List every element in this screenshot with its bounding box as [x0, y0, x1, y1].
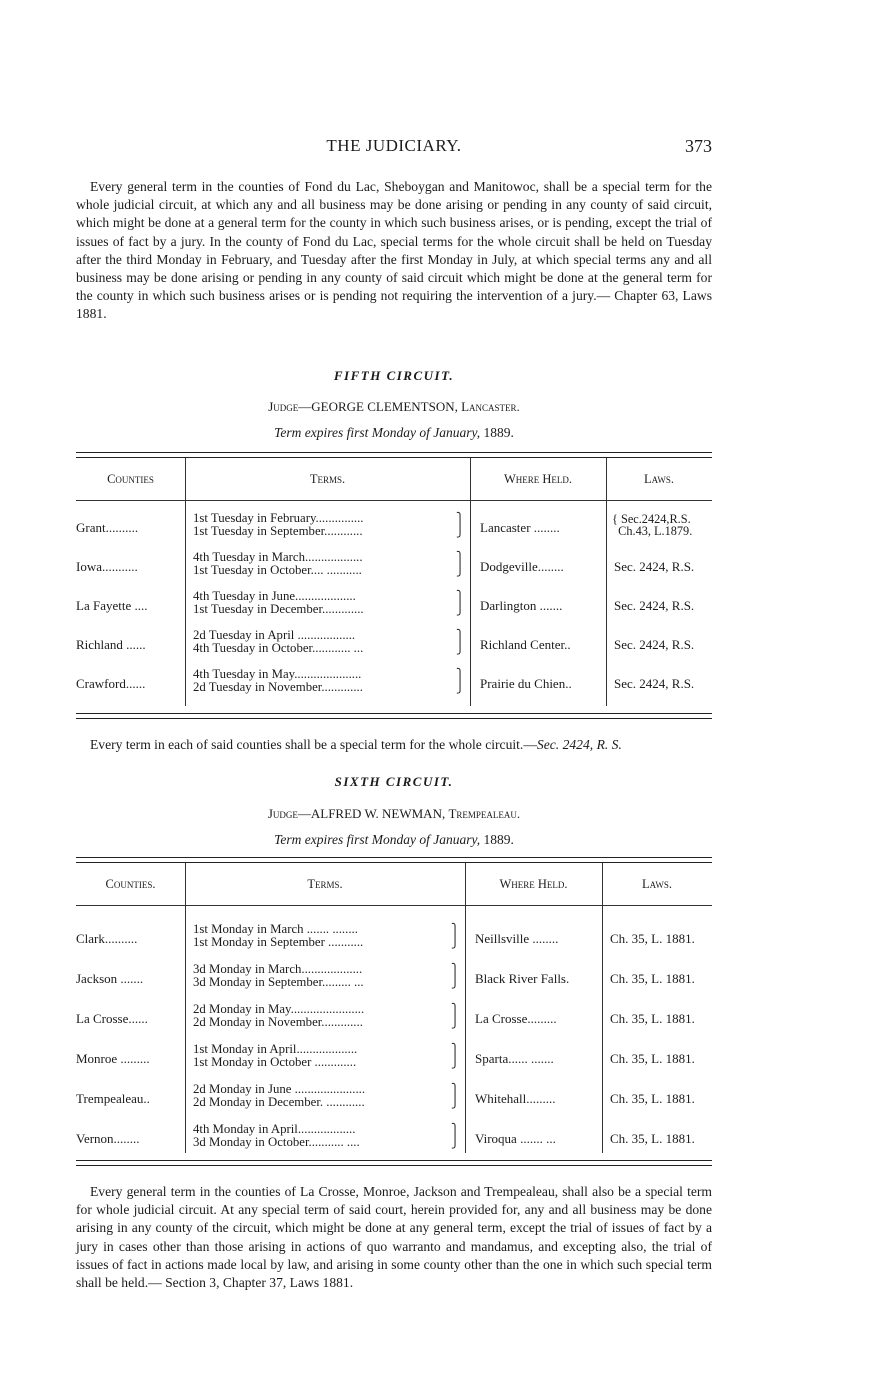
- county-name: Grant..........: [76, 520, 139, 535]
- brace-glyph: ⎫ ⎭: [456, 552, 465, 577]
- term-date: 3d Monday in March...................: [193, 962, 363, 976]
- term-date: 1st Tuesday in October.... ...........: [193, 563, 362, 577]
- law-reference: Sec. 2424, R.S.: [614, 559, 695, 574]
- judge-name: —GEORGE CLEMENTSON,: [298, 399, 458, 414]
- fifth-note-text: Every term in each of said counties shall be a special term for the whole circuit.—: [90, 737, 537, 752]
- law-reference: Ch. 35, L. 1881.: [610, 1091, 695, 1106]
- page-number: 373: [685, 136, 712, 156]
- table-row: [76, 668, 712, 702]
- table-row: [76, 1003, 712, 1037]
- fifth-circuit-title: FIFTH CIRCUIT.: [333, 368, 455, 383]
- term-date: 1st Monday in October .............: [193, 1055, 357, 1069]
- sixth-judge-line: [76, 806, 712, 822]
- term-date: 1st Tuesday in December.............: [193, 602, 364, 616]
- county-name: Clark..........: [76, 931, 138, 946]
- table-row: [76, 512, 712, 546]
- where-held: Sparta...... .......: [475, 1051, 554, 1066]
- table-row: [76, 923, 712, 957]
- county-name: Trempealeau..: [76, 1091, 150, 1106]
- brace-glyph: ⎫ ⎭: [456, 591, 465, 616]
- where-held: Dodgeville........: [480, 559, 564, 574]
- law-line: Ch.43, L.1879.: [612, 524, 693, 538]
- column-header: Counties: [107, 471, 154, 486]
- term-date: 1st Monday in April...................: [193, 1042, 358, 1056]
- law-reference: Sec. 2424, R.S.: [614, 598, 695, 613]
- law-line: { Sec.2424,R.S.: [612, 512, 691, 526]
- judge-place: Lancaster.: [461, 399, 520, 414]
- table-row: [76, 629, 712, 663]
- where-held: Whitehall.........: [475, 1091, 556, 1106]
- term-dates: [193, 1123, 360, 1149]
- fifth-note: [76, 736, 712, 754]
- law-reference: Ch. 35, L. 1881.: [610, 971, 695, 986]
- table-row: [76, 590, 712, 624]
- brace-glyph: ⎫ ⎭: [451, 1044, 460, 1069]
- term-text: Term expires first Monday of January,: [274, 425, 481, 440]
- table-row: [76, 1043, 712, 1077]
- law-reference: Sec. 2424, R.S.: [614, 676, 695, 691]
- column-header: Terms.: [307, 876, 343, 891]
- term-date: 1st Monday in March ....... ........: [193, 922, 358, 936]
- column-header: Counties.: [105, 876, 156, 891]
- term-year: 1889.: [483, 832, 514, 847]
- term-date: 2d Tuesday in April ..................: [193, 628, 356, 642]
- judge-label: Judge: [267, 806, 298, 821]
- brace-glyph: ⎫ ⎭: [451, 1124, 460, 1149]
- where-held: La Crosse.........: [475, 1011, 557, 1026]
- intro-paragraph: [76, 178, 712, 324]
- term-date: 2d Monday in May.......................: [193, 1002, 365, 1016]
- table-row: [76, 1083, 712, 1117]
- where-held: Viroqua ....... ...: [475, 1131, 556, 1146]
- running-header: [76, 136, 712, 160]
- fifth-table-bottom-rule: [76, 713, 712, 719]
- term-dates: [193, 512, 364, 538]
- county-name: La Crosse......: [76, 1011, 148, 1026]
- column-header: Where Held.: [503, 471, 573, 486]
- judge-name: —ALFRED W. NEWMAN,: [297, 806, 446, 821]
- sixth-table-bottom-rule: [76, 1160, 712, 1166]
- term-year: 1889.: [483, 425, 514, 440]
- county-name: Jackson .......: [76, 971, 144, 986]
- table-row: [76, 963, 712, 997]
- sixth-term-expires: [76, 832, 712, 848]
- county-name: Monroe .........: [76, 1051, 150, 1066]
- county-name: Vernon........: [76, 1131, 140, 1146]
- law-reference: Sec. 2424, R.S.: [614, 637, 695, 652]
- term-date: 2d Monday in November.............: [193, 1015, 363, 1029]
- brace-glyph: ⎫ ⎭: [451, 1084, 460, 1109]
- judge-place: Trempealeau.: [448, 806, 521, 821]
- term-text: Term expires first Monday of January,: [274, 832, 481, 847]
- page-title: THE JUDICIARY.: [326, 136, 462, 155]
- where-held: Richland Center..: [480, 637, 571, 652]
- fifth-term-expires: [76, 425, 712, 441]
- term-date: 4th Tuesday in March..................: [193, 550, 363, 564]
- fifth-note-ref: Sec. 2424, R. S.: [536, 737, 622, 752]
- where-held: Lancaster ........: [480, 520, 560, 535]
- table-row: [76, 1123, 712, 1157]
- judge-label: Judge: [268, 399, 299, 414]
- where-held: Black River Falls.: [475, 971, 570, 986]
- term-dates: [193, 1043, 357, 1069]
- term-date: 2d Monday in December. ............: [193, 1095, 365, 1109]
- column-header: Where Held.: [499, 876, 568, 891]
- term-dates: [193, 923, 363, 949]
- table-row: [76, 551, 712, 585]
- term-date: 4th Tuesday in May.....................: [193, 667, 362, 681]
- law-reference: [612, 513, 692, 537]
- law-reference: Ch. 35, L. 1881.: [610, 1131, 695, 1146]
- brace-glyph: ⎫ ⎭: [456, 669, 465, 694]
- law-reference: Ch. 35, L. 1881.: [610, 931, 695, 946]
- sixth-circuit-table: [76, 863, 712, 1161]
- term-dates: [193, 1083, 365, 1109]
- sixth-circuit-title: SIXTH CIRCUIT.: [334, 774, 454, 789]
- term-date: 4th Monday in April..................: [193, 1122, 356, 1136]
- fifth-circuit-table: [76, 458, 712, 714]
- county-name: La Fayette ....: [76, 598, 148, 613]
- term-date: 4th Tuesday in June...................: [193, 589, 356, 603]
- brace-glyph: ⎫ ⎭: [451, 1004, 460, 1029]
- term-date: 2d Monday in June ......................: [193, 1082, 366, 1096]
- term-dates: [193, 668, 363, 694]
- intro-text: Every general term in the counties of Fond du Lac, Sheboygan and Manitowoc, shall be a special term for the whole judicial circuit, at which any and all business may be done arising or pending in any county of said circuit, which might be done at a general term for the county in which such business arises, or is pending, except the trial of issues of fact by a jury. In the county of Fond du Lac, special terms for the whole circuit shall be held on Tuesday after the third Monday in February, and Tuesday after the first Monday in July, at which special terms any and all business may be done arising or pending in any county of said circuit which might be done at the general term for the county in which such business arises or is pending not requiring the intervention of a jury.— Chapter 63, Laws 1881.: [76, 179, 712, 322]
- county-name: Iowa...........: [76, 559, 138, 574]
- term-date: 1st Tuesday in February...............: [193, 511, 364, 525]
- term-dates: [193, 1003, 364, 1029]
- column-header: Laws.: [643, 471, 675, 486]
- term-dates: [193, 629, 363, 655]
- term-date: 4th Tuesday in October............ ...: [193, 641, 364, 655]
- term-date: 3d Monday in October........... ....: [193, 1135, 360, 1149]
- term-dates: [193, 963, 364, 989]
- term-date: 3d Monday in September......... ...: [193, 975, 364, 989]
- sixth-note-text: Every general term in the counties of La Crosse, Monroe, Jackson and Trempealeau, shall also be a special term for whole judicial circuit. At any special term of said court, herein provided for, any and all business may be done arising in any county of the circuit, which might be done at any general term, except the trial of issues of fact by a jury in cases other than those arising in actions of quo warranto and mandamus, and excepting also, the trial of issues of fact in actions made local by law, and arising in some county other than the one in which such special term shall be held.— Section 3, Chapter 37, Laws 1881.: [76, 1184, 712, 1291]
- brace-glyph: ⎫ ⎭: [456, 630, 465, 655]
- term-dates: [193, 590, 364, 616]
- where-held: Neillsville ........: [475, 931, 559, 946]
- county-name: Crawford......: [76, 676, 146, 691]
- header-rule: [76, 500, 712, 501]
- column-header: Terms.: [309, 471, 346, 486]
- term-date: 1st Tuesday in September............: [193, 524, 363, 538]
- law-reference: Ch. 35, L. 1881.: [610, 1011, 695, 1026]
- brace-glyph: ⎫ ⎭: [456, 513, 465, 538]
- where-held: Prairie du Chien..: [480, 676, 572, 691]
- brace-glyph: ⎫ ⎭: [451, 964, 460, 989]
- term-date: 2d Tuesday in November.............: [193, 680, 363, 694]
- column-header: Laws.: [641, 876, 673, 891]
- fifth-judge-line: [76, 399, 712, 415]
- header-rule: [76, 905, 712, 906]
- term-date: 1st Monday in September ...........: [193, 935, 364, 949]
- sixth-note: [76, 1183, 712, 1292]
- brace-glyph: ⎫ ⎭: [451, 924, 460, 949]
- where-held: Darlington .......: [480, 598, 563, 613]
- term-dates: [193, 551, 363, 577]
- county-name: Richland ......: [76, 637, 146, 652]
- law-reference: Ch. 35, L. 1881.: [610, 1051, 695, 1066]
